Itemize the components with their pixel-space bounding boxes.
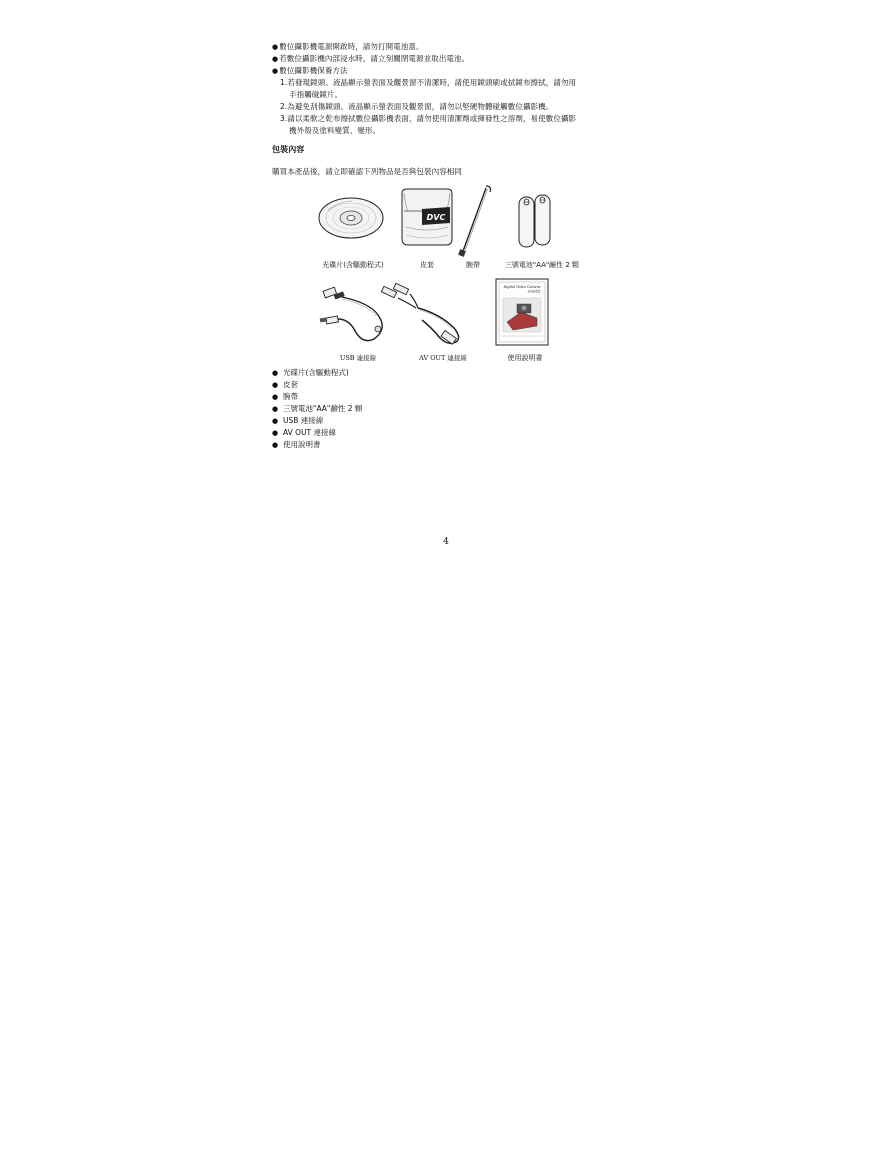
list-item: ● USB 連接線 (272, 416, 324, 425)
bullet-icon: ● (272, 429, 279, 437)
intro-bullet: ●若數位攝影機內部浸水時，請立刻關閉電源並取出電池。 (272, 54, 470, 63)
care-step-2: 2.為避免刮傷鏡頭、液晶顯示螢表面及觀景窗，請勿以堅硬物體碰觸數位攝影機。 (280, 102, 554, 111)
list-item: ● AV OUT 連接線 (272, 428, 337, 437)
care-step-1: 1.若發現鏡頭、液晶顯示螢表面及觀景窗不清潔時，請使用鏡頭刷或拭鏡布擦拭，請勿用 (280, 78, 577, 87)
bullet-icon: ● (272, 55, 279, 63)
care-step-3: 3.請以柔軟之乾布擦拭數位攝影機表面，請勿使用清潔劑或揮發性之溶劑，易使數位攝影 (280, 114, 577, 123)
manual-label: 使用說明書 (507, 354, 543, 362)
bullet-icon: ● (272, 441, 279, 449)
bullet-icon: ● (272, 43, 279, 51)
section-intro: 購買本產品後，請立即確認下列物品是否與包裝內容相同 (272, 167, 462, 176)
cd-illustration (318, 196, 384, 240)
care-step-1-cont: 手指觸碰鏡片。 (289, 90, 343, 99)
list-item: ● 光碟片(含驅動程式) (272, 368, 349, 377)
list-item: ● 三號電池"AA"鹼性 2 顆 (272, 404, 363, 413)
pouch-label: 皮套 (420, 261, 434, 269)
care-step-3-cont: 機外殼及塗料變質、變形。 (289, 126, 381, 135)
bullet-icon: ● (272, 67, 279, 75)
av-cable-label: AV OUT 連接線 (419, 354, 467, 362)
batteries-illustration (516, 191, 554, 249)
bullet-icon: ● (272, 381, 279, 389)
bullet-icon: ● (272, 393, 279, 401)
cd-label: 光碟片(含驅動程式) (322, 261, 384, 269)
bullet-icon: ● (272, 417, 279, 425)
section-heading: 包裝內容 (272, 145, 305, 154)
list-item: ● 使用說明書 (272, 440, 321, 449)
page-number: 4 (443, 537, 449, 547)
strap-illustration (456, 184, 496, 258)
usb-cable-label: USB 連接線 (339, 354, 377, 362)
pouch-brand: DVC (426, 213, 446, 222)
manual-cover-title: Digital Video Camera (503, 285, 541, 289)
bullet-icon: ● (272, 405, 279, 413)
manual-cover-subtitle: 使用說明書 (527, 290, 541, 294)
av-cable-illustration (380, 284, 470, 348)
list-item: ● 腕帶 (272, 392, 298, 401)
bullet-icon: ● (272, 369, 279, 377)
strap-label: 腕帶 (466, 261, 480, 269)
batteries-label: 三號電池"AA"鹼性 2 顆 (504, 261, 580, 269)
manual-illustration (495, 278, 549, 346)
list-item: ● 皮套 (272, 380, 298, 389)
intro-bullet: ●數位攝影機保養方法 (272, 66, 348, 75)
intro-bullet: ●數位攝影機電源開啟時，請勿打開電池蓋。 (272, 42, 424, 51)
pouch-illustration (398, 187, 456, 247)
